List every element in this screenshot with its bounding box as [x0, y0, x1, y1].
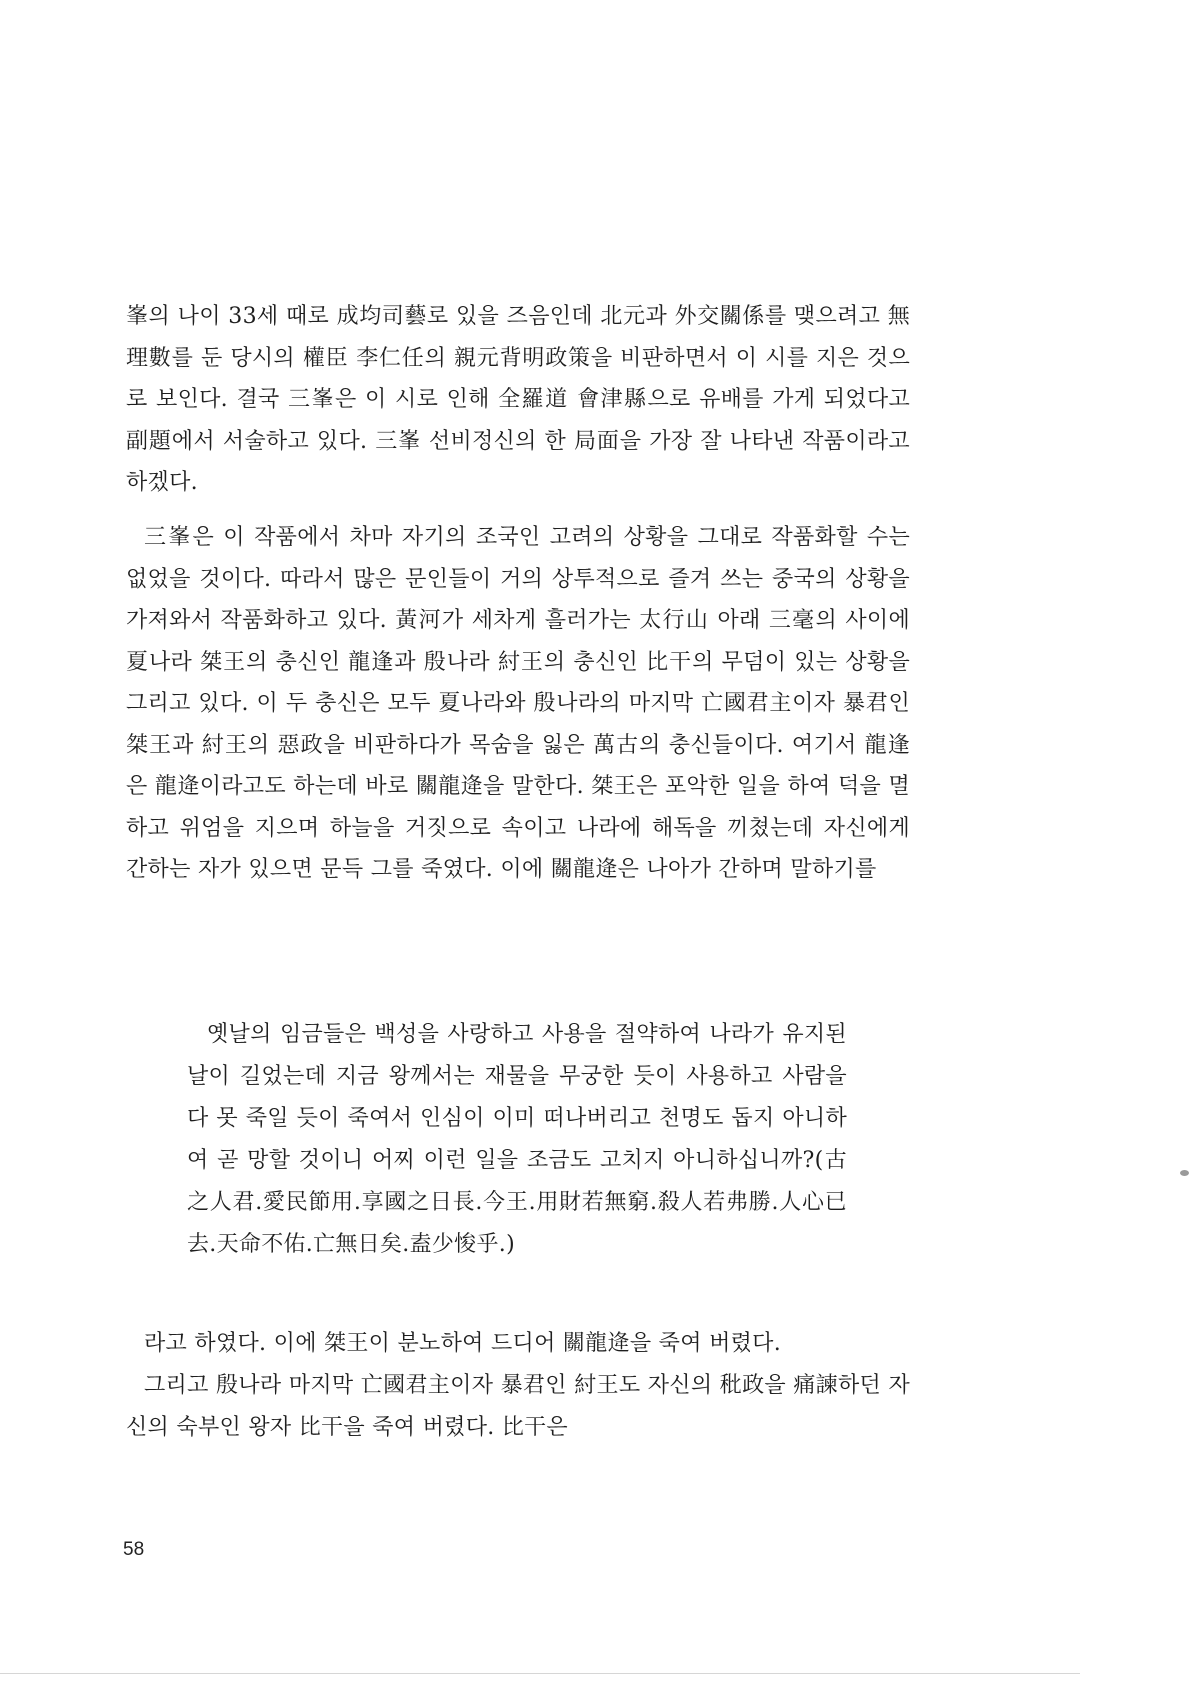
- paragraph-jie-kills-longfeng: 라고 하였다. 이에 桀王이 분노하여 드디어 關龍逄을 죽여 버렸다.: [144, 1331, 782, 1356]
- page-number: 58: [123, 1539, 145, 1560]
- paragraph-zhou-kills-bigan: 그리고 殷나라 마지막 亡國君主이자 暴君인 紂王도 자신의 秕政을 痛諫하던 자신의 숙부인 왕자 比干을 죽여 버렸다. 比干은: [126, 1373, 910, 1440]
- scan-speck: [1180, 1170, 1189, 1176]
- block-quote-guan-longfeng-remonstrance: 옛날의 임금들은 백성을 사랑하고 사용을 절약하여 나라가 유지된 날이 길었는데 지금 왕께서는 재물을 무궁한 듯이 사용하고 사람을 다 못 죽일 듯이 죽여서 인심이 이미 떠나버리고 천명도 돕지 아니하여 곧 망할 것이니 어찌 이런 일을 조금도 고치지 아니하십니까?(古之人君.愛民節用.享國之日長.今王.用財若無窮.殺人若弗勝.人心已去.天命不佑.亡無日矣.盍少悛乎.): [187, 1022, 847, 1257]
- paragraph-sambong-poem-context: 峯의 나이 33세 때로 成均司藝로 있을 즈음인데 北元과 外交關係를 맺으려고 無理數를 둔 당시의 權臣 李仁任의 親元背明政策을 비판하면서 이 시를 지은 것으로 보인다. 결국 三峯은 이 시로 인해 全羅道 會津縣으로 유배를 가게 되었다고 副題에서 서술하고 있다. 三峯 선비정신의 한 局面을 가장 잘 나타낸 작품이라고 하겠다.: [126, 304, 910, 495]
- paragraph-loyal-subjects: 三峯은 이 작품에서 차마 자기의 조국인 고려의 상황을 그대로 작품화할 수는 없었을 것이다. 따라서 많은 문인들이 거의 상투적으로 즐겨 쓰는 중국의 상황을 가져와서 작품화하고 있다. 黃河가 세차게 흘러가는 太行山 아래 三毫의 사이에 夏나라 桀王의 충신인 龍逢과 殷나라 紂王의 충신인 比干의 무덤이 있는 상황을 그리고 있다. 이 두 충신은 모두 夏나라와 殷나라의 마지막 亡國君主이자 暴君인 桀王과 紂王의 惡政을 비판하다가 목숨을 잃은 萬古의 충신들이다. 여기서 龍逢은 龍逄이라고도 하는데 바로 關龍逄을 말한다. 桀王은 포악한 일을 하여 덕을 멸하고 위엄을 지으며 하늘을 거짓으로 속이고 나라에 해독을 끼쳤는데 자신에게 간하는 자가 있으면 문득 그를 죽였다. 이에 關龍逄은 나아가 간하며 말하기를: [126, 525, 910, 882]
- bottom-rule: [0, 1673, 1080, 1674]
